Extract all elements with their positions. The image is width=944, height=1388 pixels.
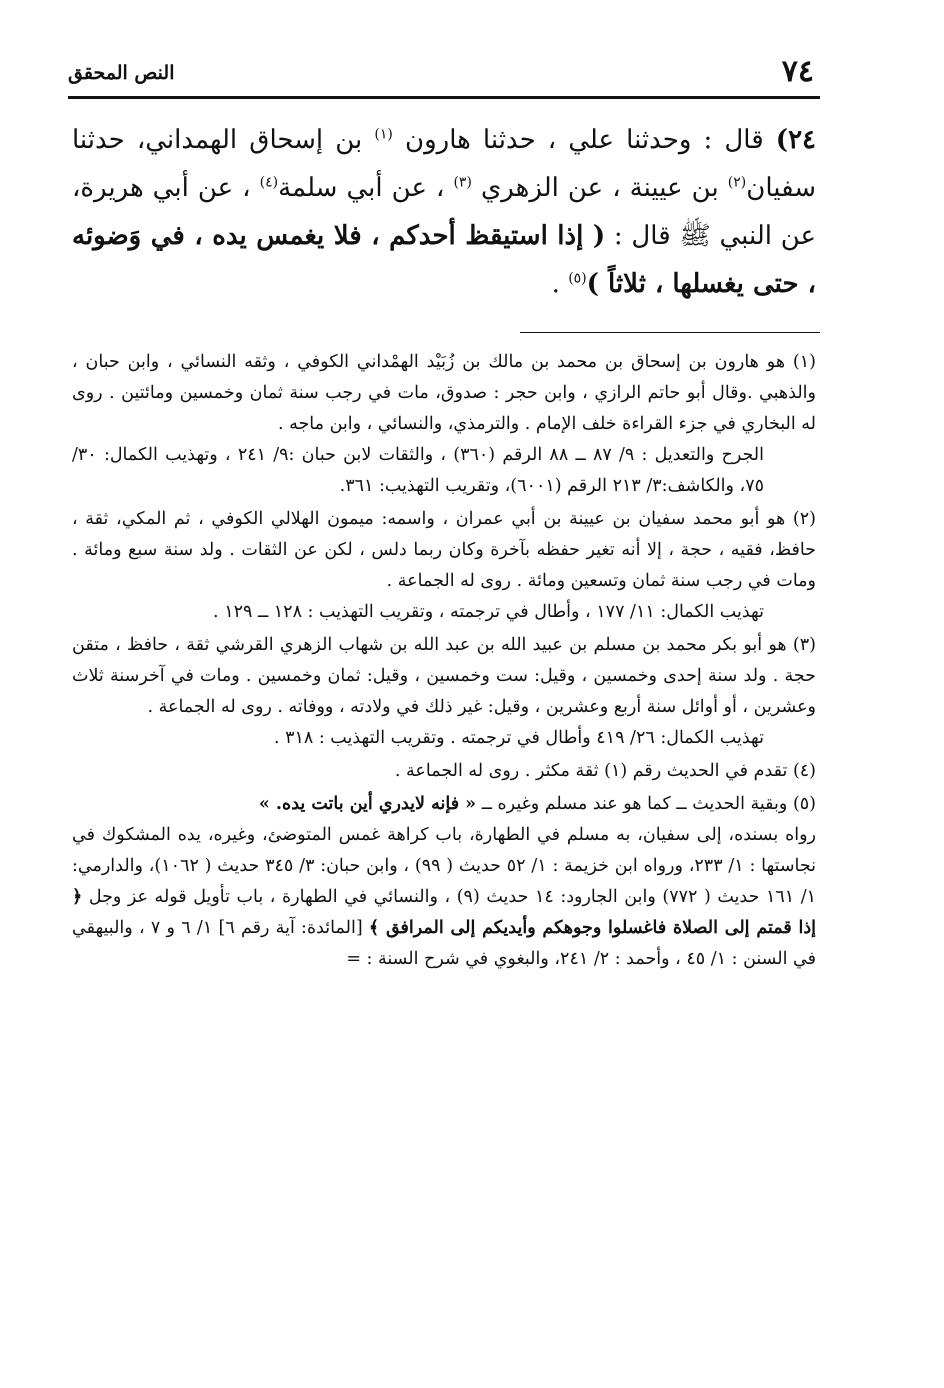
footnotes <box>68 347 820 975</box>
footnote-source: تهذيب الكمال: ١١/ ١٧٧ ، وأطال في ترجمته ، وتقريب التهذيب : ١٢٨ ــ ١٢٩ . <box>213 602 764 622</box>
hadith-chain-2: بن عيينة ، عن الزهري <box>480 173 719 203</box>
footnote-text: هو هارون بن إسحاق بن محمد بن مالك بن زُبَيْد الهمْداني الكوفي ، وثقه النسائي ، وابن حبان ، والذهبي .وقال أبو حاتم الرازي ، وابن حجر : صدوق، مات في رجب سنة ثمان وخمسين ومائتين . روى له البخاري في جزء القراءة خلف الإمام . والترمذي، والنسائي ، وابن ماجه . <box>72 352 816 434</box>
footnote-number: (٥) <box>792 794 816 814</box>
page-header <box>68 50 820 94</box>
footnote-source <box>72 820 816 975</box>
footnote-text: وبقية الحديث ــ كما هو عند مسلم وغيره ــ <box>481 794 788 814</box>
footnote-text: تقدم في الحديث رقم (١) ثقة مكثر . روى له الجماعة . <box>394 761 788 781</box>
footnote-5 <box>72 789 816 975</box>
hadith-text <box>68 116 820 308</box>
footnote-1 <box>72 347 816 502</box>
footnote-number: (٢) <box>792 509 816 529</box>
footnote-source: الجرح والتعديل : ٩/ ٨٧ ــ ٨٨ الرقم (٣٦٠) ، والثقات لابن حبان :٩/ ٢٤١ ، وتهذيب الكمال: ٣٠/ ٧٥، والكاشف:٣/ ٢١٣ الرقم (٦٠٠١)، وتقريب التهذيب: ٣٦١. <box>72 445 764 496</box>
footnote-marker-5: (٥) <box>568 270 587 287</box>
footnote-source: تهذيب الكمال: ٢٦/ ٤١٩ وأطال في ترجمته . وتقريب التهذيب : ٣١٨ . <box>273 728 764 748</box>
hadith-matn: ( إذا استيقظ أحدكم ، فلا يغمس يده ، في وَضوئه ، حتى يغسلها ، ثلاثاً ) <box>72 221 816 299</box>
quran-verse: ﴿ إذا قمتم إلى الصلاة فاغسلوا وجوهكم وأيديكم إلى المرافق ﴾ <box>72 887 817 938</box>
footnote-quote: « فإنه لايدري أين باتت يده. » <box>258 794 477 814</box>
footnote-marker-2: (٢) <box>727 174 747 191</box>
footnote-number: (٣) <box>792 635 816 655</box>
footnote-text: هو أبو بكر محمد بن مسلم بن عبيد الله بن عبد الله بن شهاب الزهري القرشي ثقة ، حافظ ، متقن حجة . ولد سنة إحدى وخمسين ، وقيل: ست وخمسين ، وقيل: ثمان وخمسين . ومات في آخرسنة ثلاث وعشرين ، أو أوائل سنة أربع وعشرين ، وقيل: غير ذلك في ولادته ، ووفاته . روى له الجماعة . <box>72 635 816 717</box>
running-title: النص المحقق <box>68 62 175 84</box>
hadith-chain-4: ، عن أبي هريرة، عن النبي ﷺ قال : <box>72 173 817 251</box>
hadith-narration: قال : وحدثنا علي ، حدثنا هارون <box>404 125 764 155</box>
footnote-2 <box>72 504 816 628</box>
page-number: ٧٤ <box>781 54 814 89</box>
header-rule <box>68 96 820 99</box>
footnote-number: (٤) <box>792 761 816 781</box>
footnote-source-end: [المائدة: آية رقم ٦] ١/ ٦ و ٧ ، والبيهقي في السنن : ١/ ٤٥ ، وأحمد : ٢/ ٢٤١، والبغوي في شرح السنة : = <box>72 918 816 969</box>
hadith-number: ٢٤) <box>775 125 817 155</box>
footnote-marker-1: (١) <box>374 126 393 143</box>
footnote-separator <box>520 332 820 333</box>
footnote-4 <box>72 756 816 787</box>
footnote-marker-3: (٣) <box>453 174 472 191</box>
hadith-end: . <box>551 269 560 299</box>
footnote-number: (١) <box>792 352 816 372</box>
footnote-marker-4: (٤) <box>259 174 279 191</box>
hadith-chain-1: بن إسحاق الهمداني، حدثنا سفيان <box>72 125 817 203</box>
hadith-chain-3: ، عن أبي سلمة <box>278 173 445 203</box>
page <box>68 50 820 977</box>
footnote-source-text: رواه بسنده، إلى سفيان، به مسلم في الطهارة، باب كراهة غمس المتوضئ، وغيره، يده المشكوك في نجاستها : ١/ ٢٣٣، ورواه ابن خزيمة : ١/ ٥٢ حديث ( ٩٩) ، وابن حبان: ٣/ ٣٤٥ حديث ( ١٠٦٢)، والدارمي: ١/ ١٦١ حديث ( ٧٧٢) وابن الجارود: ١٤ حديث (٩) ، والنسائي في الطهارة ، باب تأويل قوله عز وجل <box>72 825 817 907</box>
footnote-text: هو أبو محمد سفيان بن عيينة بن أبي عمران ، واسمه: ميمون الهلالي الكوفي ، ثم المكي، ثقة ، حافظ، فقيه ، حجة ، إلا أنه تغير حفظه بآخرة وكان ربما دلس ، لكن عن الثقات . ولد سنة سبع ومائة . ومات في رجب سنة ثمان وتسعين ومائة . روى له الجماعة . <box>72 509 816 591</box>
footnote-3 <box>72 630 816 754</box>
